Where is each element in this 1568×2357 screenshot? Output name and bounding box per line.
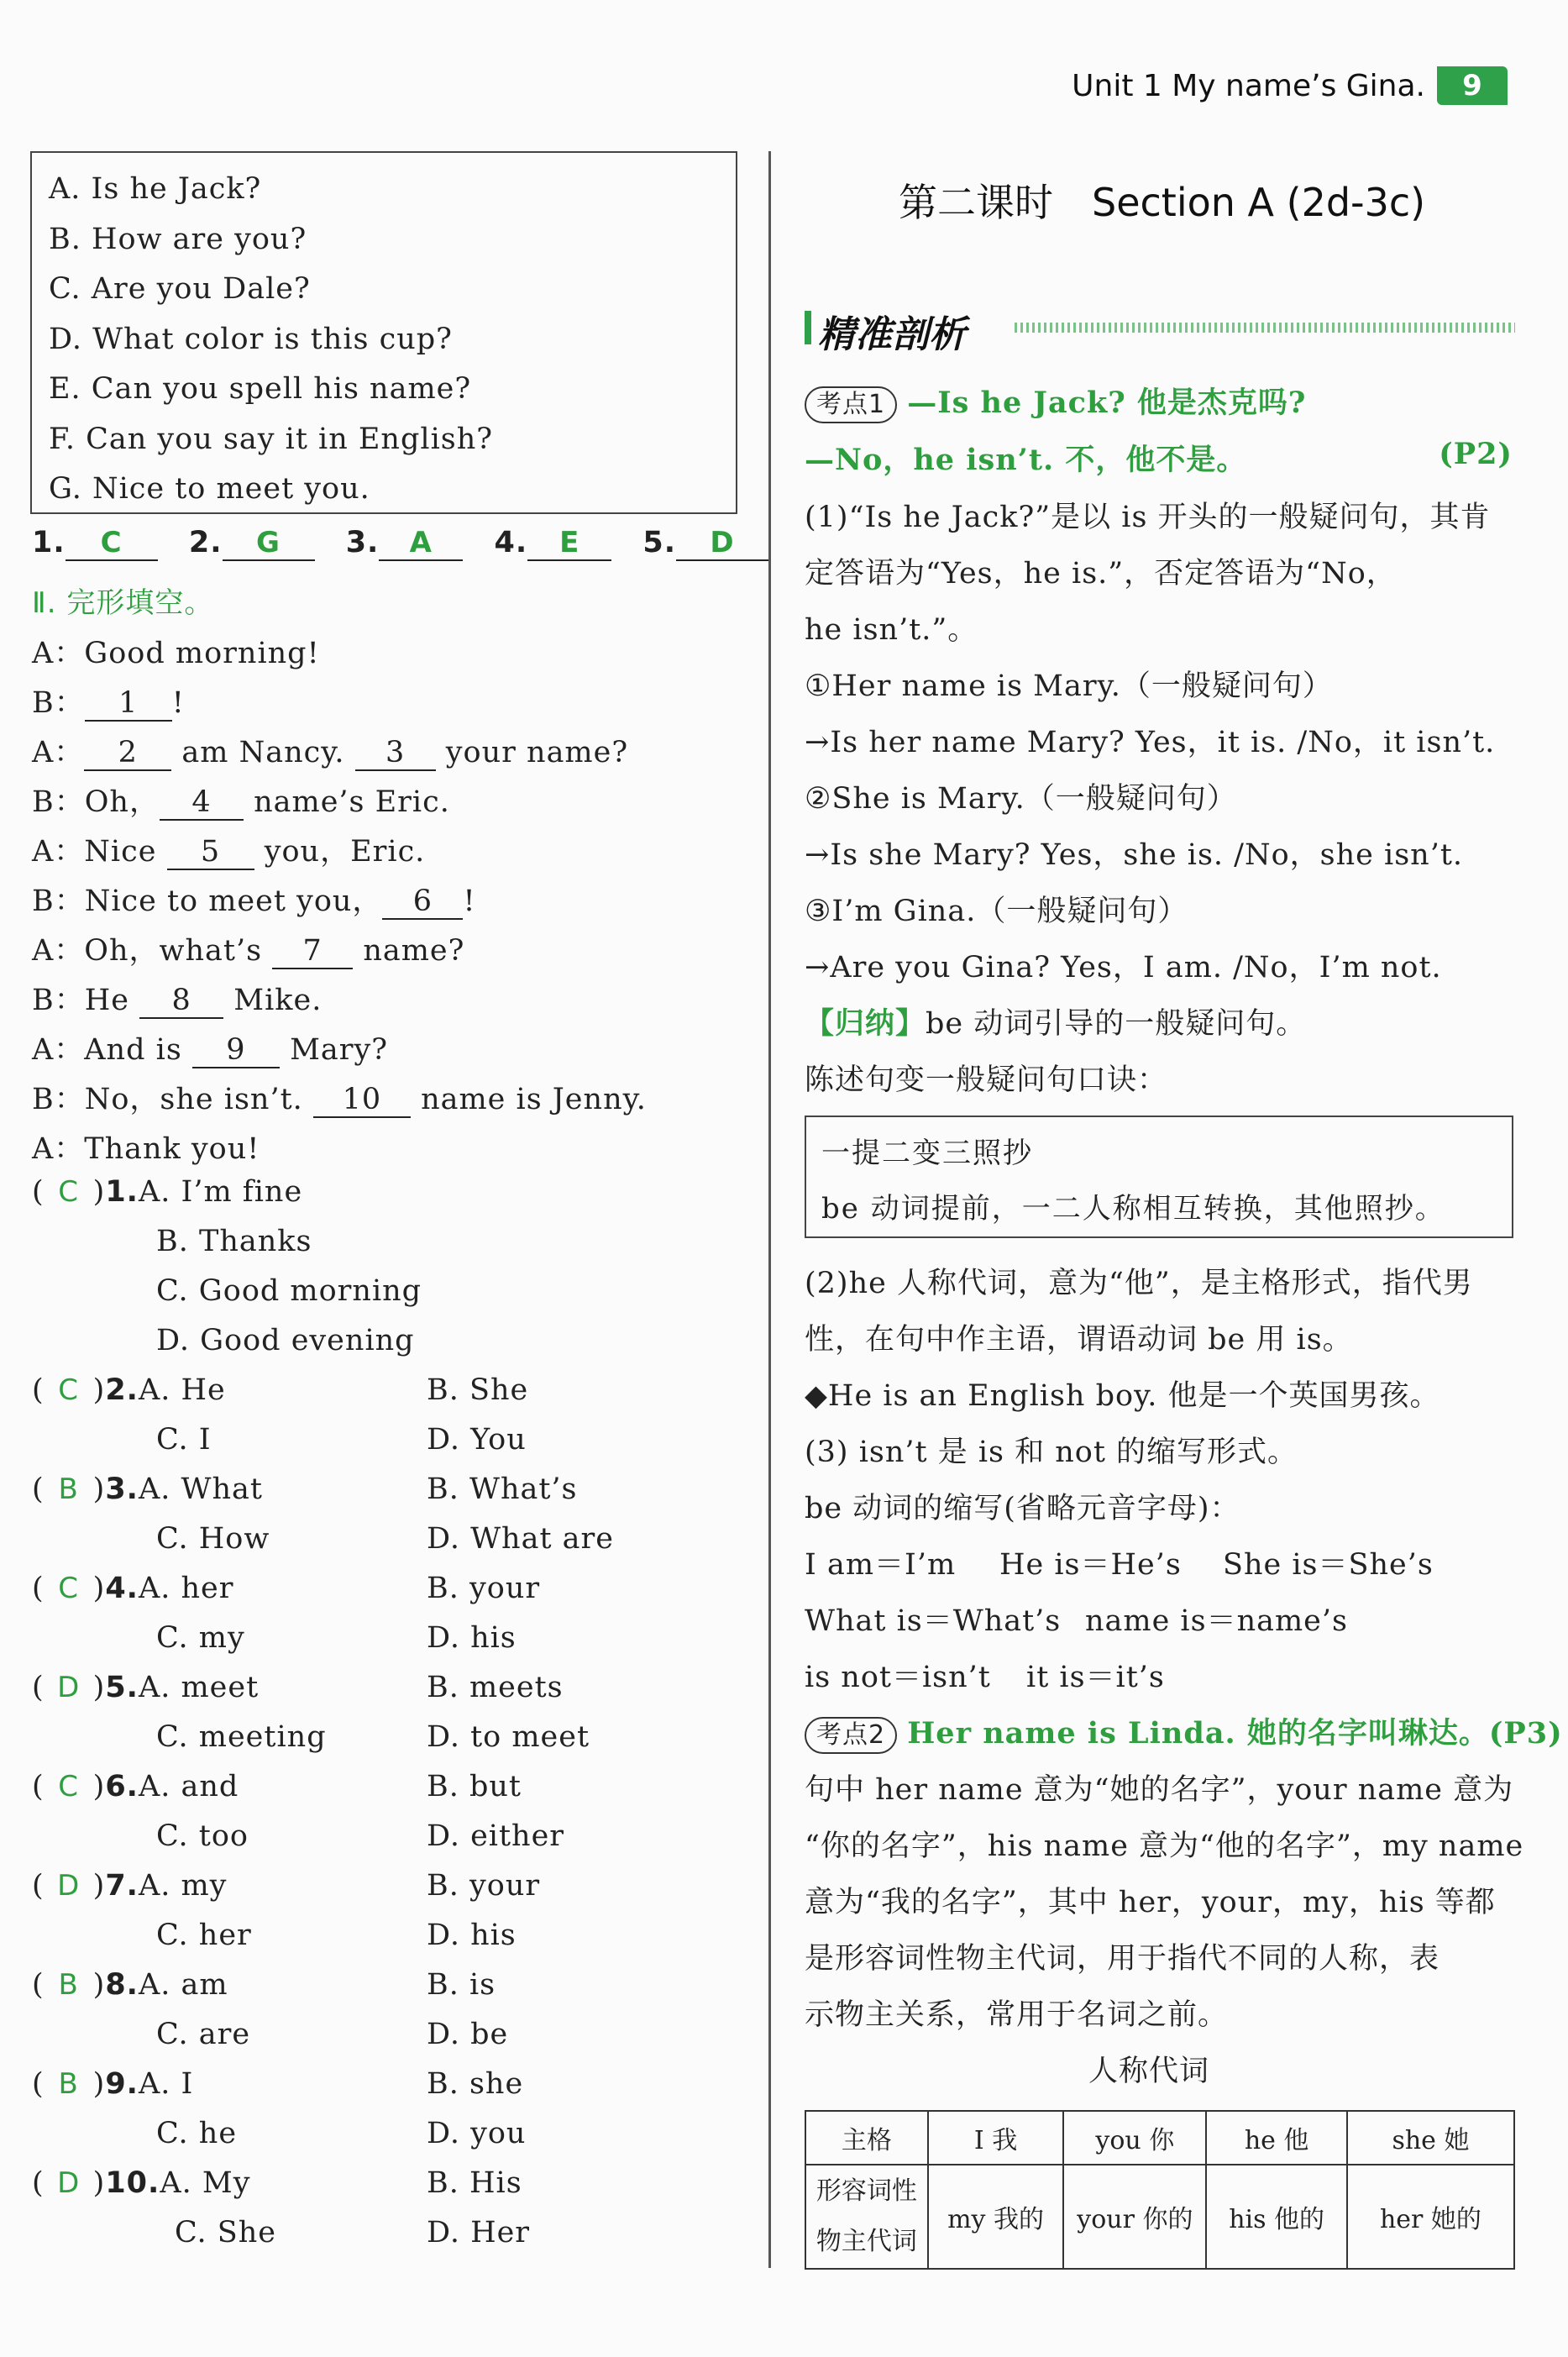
- summary-text: be 动词引导的一般疑问句。: [926, 1007, 1307, 1041]
- table-cell: his 他的: [1206, 2165, 1347, 2269]
- page-header: [1072, 60, 1508, 111]
- example-line: →Is she Mary? Yes，she is. /No，she isn’t.: [805, 838, 1464, 872]
- dialogue-line: [32, 1076, 647, 1118]
- blank: 3: [355, 736, 436, 771]
- choice-answer: B: [58, 1968, 79, 2002]
- table-row: [805, 2165, 1514, 2269]
- choice-number: 10.: [105, 2166, 160, 2200]
- choice-answer: C: [58, 1572, 80, 1605]
- match-num: 3.: [345, 526, 380, 559]
- choice-answer: C: [58, 1373, 80, 1407]
- speaker: A：And is: [32, 1033, 182, 1067]
- choice-option-b: B. Thanks: [156, 1225, 312, 1258]
- choice-option-c: C. meeting: [156, 1720, 327, 1754]
- option-d: D. What color is this cup?: [49, 322, 453, 356]
- match-num: 2.: [188, 526, 223, 559]
- option-g: G. Nice to meet you.: [49, 472, 370, 506]
- text-line: 定答语为“Yes，he is.”，否定答语为“No，: [805, 557, 1397, 591]
- choice-number: 3.: [105, 1472, 139, 1506]
- text-line: (2)he 人称代词，意为“他”，是主格形式，指代男: [805, 1267, 1473, 1300]
- choice-option-a: A. am: [138, 1968, 228, 2002]
- blank: 10: [313, 1083, 411, 1118]
- match-num: 1.: [32, 526, 66, 559]
- choice-option-b: B. His: [427, 2166, 522, 2200]
- choice-item: ( D )7.A. my: [32, 1869, 228, 1903]
- kp2-line: [805, 1710, 1563, 1754]
- dialogue-line: [32, 878, 476, 920]
- rhyme-line: 一提二变三照抄: [821, 1137, 1033, 1170]
- table-cell: she 她: [1347, 2111, 1514, 2165]
- speaker: B：Oh，: [32, 785, 160, 819]
- choice-option-a: A. My: [160, 2166, 251, 2200]
- choice-option-a: A. her: [138, 1572, 234, 1605]
- option-f: F. Can you say it in English?: [49, 422, 494, 456]
- summary-line: [805, 1000, 1306, 1042]
- choice-item: ( C )4.A. her: [32, 1572, 234, 1605]
- text-line: 句中 her name 意为“她的名字”，your name 意为: [805, 1773, 1514, 1807]
- blank: 1: [85, 686, 172, 722]
- dialogue-line: [32, 977, 322, 1019]
- row-header: 形容词性: [815, 2176, 917, 2206]
- choice-option-b: B. is: [427, 1968, 496, 2002]
- contraction: I am＝I’m: [805, 1548, 957, 1582]
- choice-option-c: C. too: [156, 1819, 249, 1853]
- choice-option-a: A. meet: [138, 1671, 260, 1704]
- choice-option-a: A. What: [138, 1472, 263, 1506]
- line-text: Mary?: [290, 1033, 389, 1067]
- choice-answer: B: [58, 2067, 79, 2101]
- example-line: →Is her name Mary? Yes，it is. /No，it isn’t.: [805, 726, 1496, 759]
- table-cell: 主格: [805, 2111, 928, 2165]
- example-line: ①Her name is Mary.（一般疑问句）: [805, 669, 1333, 703]
- kp1-tag: 考点1: [805, 386, 897, 423]
- kp1-title: —Is he Jack? 他是杰克吗?: [907, 386, 1307, 420]
- choice-option-d: D. his: [427, 1621, 517, 1655]
- table-cell: [805, 2165, 928, 2269]
- speaker: A：Oh，what’s: [32, 934, 263, 968]
- choice-option-c: C. he: [156, 2117, 238, 2150]
- choice-option-b: B. she: [427, 2067, 524, 2101]
- choice-option-d: D. be: [427, 2018, 509, 2051]
- speaker: A：Nice: [32, 835, 157, 869]
- section-label: 精准剖析: [805, 304, 966, 358]
- contraction: He is＝He’s: [999, 1548, 1182, 1582]
- choice-answer: D: [57, 2166, 81, 2200]
- table-cell: your 你的: [1063, 2165, 1206, 2269]
- option-e: E. Can you spell his name?: [49, 372, 472, 406]
- choice-answer: D: [57, 1671, 81, 1704]
- choice-option-d: D. What are: [427, 1522, 614, 1556]
- choice-option-c: C. are: [156, 2018, 251, 2051]
- blank: 6: [382, 885, 463, 920]
- choice-option-a: A. I: [138, 2067, 194, 2101]
- choice-number: 5.: [105, 1671, 139, 1704]
- blank: 4: [160, 785, 244, 821]
- rhyme-box: [805, 1116, 1513, 1238]
- table-cell: you 你: [1063, 2111, 1206, 2165]
- contraction: What is＝What’s: [805, 1604, 1062, 1638]
- choice-option-a: A. my: [138, 1869, 228, 1903]
- choice-option-b: B. but: [427, 1770, 522, 1803]
- pronoun-table: [805, 2110, 1515, 2270]
- text-line: 陈述句变一般疑问句口诀：: [805, 1063, 1168, 1097]
- page-number: 9: [1437, 66, 1508, 105]
- match-answer: D: [676, 526, 768, 561]
- choice-item: ( B )8.A. am: [32, 1968, 228, 2002]
- choice-option-d: D. You: [427, 1423, 527, 1457]
- dialogue-line: A：Thank you!: [32, 1132, 260, 1166]
- summary-tag: 【归纳】: [805, 1006, 926, 1041]
- choice-option-c: C. my: [156, 1621, 245, 1655]
- choice-option-a: A. He: [138, 1373, 226, 1407]
- choice-option-c: C. She: [175, 2216, 277, 2249]
- choice-option-c: C. Good morning: [156, 1274, 422, 1308]
- table-row: [805, 2111, 1514, 2165]
- example-line: →Are you Gina? Yes，I am. /No，I’m not.: [805, 951, 1442, 984]
- blank: 2: [84, 736, 171, 771]
- match-num: 5.: [642, 526, 677, 559]
- match-answer: A: [379, 526, 463, 561]
- choice-option-d: D. you: [427, 2117, 527, 2150]
- option-a: A. Is he Jack?: [49, 172, 262, 206]
- match-answer: G: [223, 526, 315, 561]
- line-text: Mike.: [233, 984, 323, 1017]
- blank: 8: [139, 984, 223, 1019]
- choice-item: ( C )2.A. He: [32, 1373, 226, 1407]
- choice-option-a: A. and: [138, 1770, 239, 1803]
- choice-item: ( C )1.A. I’m fine: [32, 1175, 303, 1209]
- text-line: 是形容词性物主代词，用于指代不同的人称，表: [805, 1942, 1440, 1976]
- unit-title: Unit 1 My name’s Gina.: [1072, 68, 1425, 103]
- dialogue-line: [32, 729, 628, 771]
- text-line: 性，在句中作主语，谓语动词 be 用 is。: [805, 1323, 1353, 1357]
- speaker: B：: [32, 686, 85, 720]
- choice-number: 8.: [105, 1968, 139, 2002]
- choice-number: 4.: [105, 1572, 139, 1605]
- rhyme-line: be 动词提前，一二人称相互转换，其他照抄。: [821, 1192, 1445, 1226]
- table-title: 人称代词: [1088, 2055, 1210, 2088]
- choice-option-b: B. meets: [427, 1671, 564, 1704]
- match-num: 4.: [494, 526, 528, 559]
- choice-answer: B: [58, 1472, 79, 1506]
- kp1-page: (P2): [1439, 437, 1513, 471]
- match-answer: C: [66, 526, 158, 561]
- choice-option-c: C. I: [156, 1423, 212, 1457]
- choice-option-d: D. Her: [427, 2216, 531, 2249]
- row-header: 物主代词: [815, 2227, 917, 2256]
- choice-option-d: D. either: [427, 1819, 565, 1853]
- dialogue-line: [32, 927, 464, 969]
- choice-option-a: A. I’m fine: [138, 1175, 303, 1209]
- choice-answer: C: [58, 1770, 80, 1803]
- table-cell: I 我: [928, 2111, 1064, 2165]
- choice-item: ( D )10.A. My: [32, 2166, 251, 2200]
- kp2-tag: 考点2: [805, 1717, 897, 1754]
- text-line: (3) isn’t 是 is 和 not 的缩写形式。: [805, 1436, 1298, 1469]
- choice-option-d: D. Good evening: [156, 1324, 415, 1357]
- text-line: he isn’t.”。: [805, 613, 978, 647]
- matching-answers: [32, 526, 768, 561]
- line-text: !: [463, 885, 476, 918]
- choice-number: 9.: [105, 2067, 139, 2101]
- speaker: A：: [32, 736, 85, 769]
- choice-item: ( B )3.A. What: [32, 1472, 263, 1506]
- speaker: B：No，she isn’t.: [32, 1083, 303, 1116]
- text-line: be 动词的缩写(省略元音字母)：: [805, 1492, 1240, 1525]
- choice-item: ( B )9.A. I: [32, 2067, 194, 2101]
- kp2-title: Her name is Linda. 她的名字叫琳达。: [907, 1716, 1489, 1751]
- section-bar: [805, 304, 1515, 356]
- example-line: ③I’m Gina.（一般疑问句）: [805, 895, 1188, 928]
- contraction: it is＝it’s: [1026, 1661, 1165, 1694]
- choice-option-b: B. your: [427, 1869, 541, 1903]
- example-line: ◆He is an English boy. 他是一个英国男孩。: [805, 1379, 1440, 1413]
- blank: 7: [272, 934, 353, 969]
- line-text: name’s Eric.: [254, 785, 450, 819]
- column-divider: [768, 151, 771, 2268]
- kp2-page: (P3): [1488, 1716, 1563, 1751]
- line-text: !: [171, 686, 185, 720]
- blank: 5: [167, 835, 254, 870]
- choice-number: 6.: [105, 1770, 139, 1803]
- choice-option-b: B. your: [427, 1572, 541, 1605]
- speaker: B：Nice to meet you，: [32, 885, 383, 918]
- example-line: ②She is Mary.（一般疑问句）: [805, 782, 1237, 816]
- cloze-heading: Ⅱ. 完形填空。: [32, 586, 214, 620]
- dialogue-line: [32, 1026, 388, 1068]
- option-c: C. Are you Dale?: [49, 272, 311, 306]
- contraction: is not＝isn’t: [805, 1661, 991, 1694]
- table-cell: her 她的: [1347, 2165, 1514, 2269]
- choice-number: 1.: [105, 1175, 139, 1209]
- choice-number: 2.: [105, 1373, 139, 1407]
- text-line: “你的名字”，his name 意为“他的名字”，my name: [805, 1829, 1524, 1863]
- dialogue-line: [32, 779, 450, 821]
- line-text: name is Jenny.: [421, 1083, 647, 1116]
- kp1-answer: —No，he isn’t. 不，他不是。: [805, 443, 1247, 477]
- dialogue-line: A：Good morning!: [32, 637, 320, 670]
- line-text: you，Eric.: [264, 835, 426, 869]
- blank: 9: [192, 1033, 280, 1068]
- choice-option-c: C. her: [156, 1919, 252, 1952]
- contraction: name is＝name’s: [1085, 1604, 1348, 1638]
- dialogue-line: [32, 828, 425, 870]
- option-b: B. How are you?: [49, 222, 307, 256]
- table-cell: my 我的: [928, 2165, 1064, 2269]
- match-answer: E: [527, 526, 611, 561]
- choice-number: 7.: [105, 1869, 139, 1903]
- lesson-title: 第二课时 Section A (2d-3c): [899, 180, 1426, 225]
- line-text: name?: [363, 934, 465, 968]
- text-line: 示物主关系，常用于名词之前。: [805, 1998, 1229, 2032]
- choice-option-b: B. She: [427, 1373, 529, 1407]
- options-box: [30, 151, 737, 514]
- text-line: (1)“Is he Jack?”是以 is 开头的一般疑问句，其肯: [805, 501, 1491, 534]
- line-text: your name?: [445, 736, 629, 769]
- choice-option-d: D. to meet: [427, 1720, 590, 1754]
- choice-answer: D: [57, 1869, 81, 1903]
- text-line: 意为“我的名字”，其中 her，your，my，his 等都: [805, 1886, 1496, 1919]
- table-cell: he 他: [1206, 2111, 1347, 2165]
- choice-option-c: C. How: [156, 1522, 270, 1556]
- choice-option-b: B. What’s: [427, 1472, 578, 1506]
- choice-option-d: D. his: [427, 1919, 517, 1952]
- line-text: am Nancy.: [181, 736, 345, 769]
- kp1-line: [805, 380, 1306, 423]
- contraction: She is＝She’s: [1223, 1548, 1434, 1582]
- choice-answer: C: [58, 1175, 80, 1209]
- choice-item: ( D )5.A. meet: [32, 1671, 260, 1704]
- choice-item: ( C )6.A. and: [32, 1770, 239, 1803]
- section-divider: [1015, 323, 1515, 333]
- dialogue-line: [32, 680, 185, 722]
- speaker: B：He: [32, 984, 129, 1017]
